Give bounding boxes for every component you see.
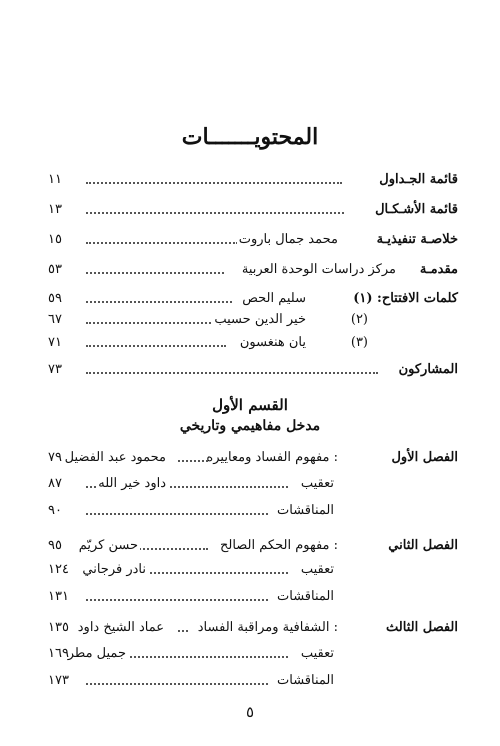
dot-leader — [178, 460, 208, 462]
chapter-page: ٧٩ — [48, 450, 62, 465]
comment-entry[interactable] — [48, 476, 458, 498]
toc-entry[interactable] — [48, 312, 458, 334]
comment-entry[interactable] — [48, 646, 458, 668]
toc-label: (٣) — [350, 335, 368, 350]
toc-label: المشاركون — [398, 362, 458, 377]
discussion-label: المناقشات — [277, 673, 334, 688]
dot-leader — [86, 182, 342, 184]
chapter-name: الفصل الأول — [391, 450, 458, 465]
toc-author: مركز دراسات الوحدة العربية — [241, 262, 396, 277]
dot-leader — [86, 683, 268, 685]
page-title: المحتويـــــــات — [181, 124, 319, 150]
comment-label: تعقيب — [300, 476, 334, 491]
toc-author: سليم الحص — [242, 291, 306, 306]
toc-author: يان هنغسون — [239, 335, 306, 350]
toc-entry[interactable] — [48, 202, 458, 224]
toc-author: محمد جمال باروت — [238, 232, 338, 247]
comment-page: ٨٧ — [48, 476, 62, 491]
toc-label: خلاصـة تنفيذيـة — [376, 232, 458, 247]
comment-label: تعقيب — [300, 646, 334, 661]
discussion-page: ٩٠ — [48, 503, 62, 518]
chapter-name: الفصل الثالث — [386, 620, 458, 635]
dot-leader — [86, 599, 268, 601]
part-subtitle: مدخل مفاهيمي وتاريخي — [179, 418, 321, 434]
chapter-topic: : مفهوم الفساد ومعاييره — [206, 450, 338, 465]
page-number: ٥ — [245, 703, 255, 721]
chapter-entry[interactable] — [48, 450, 458, 472]
comment-author: جميل مطر — [67, 646, 126, 661]
chapter-author: محمود عبد الفضيل — [64, 450, 166, 465]
chapter-entry[interactable] — [48, 620, 458, 642]
discussion-entry[interactable] — [48, 503, 458, 525]
comment-author: داود خير الله — [98, 476, 166, 491]
chapter-author: حسن كريّم — [78, 538, 138, 553]
comment-page: ١٦٩ — [48, 646, 69, 661]
toc-page: ٥٩ — [48, 291, 62, 306]
discussion-page: ١٣١ — [48, 589, 69, 604]
dot-leader — [86, 372, 378, 374]
toc-page: ١١ — [48, 172, 62, 187]
discussion-label: المناقشات — [277, 503, 334, 518]
toc-entry[interactable] — [48, 172, 458, 194]
discussion-label: المناقشات — [277, 589, 334, 604]
discussion-entry[interactable] — [48, 589, 458, 611]
chapter-page: ١٣٥ — [48, 620, 69, 635]
toc-entry[interactable] — [48, 291, 458, 313]
discussion-entry[interactable] — [48, 673, 458, 695]
comment-author: نادر فرجاني — [82, 562, 146, 577]
toc-label: قائمة الجـداول — [379, 172, 458, 187]
chapter-page: ٩٥ — [48, 538, 62, 553]
dot-leader — [86, 513, 268, 515]
toc-page: ٦٧ — [48, 312, 62, 327]
comment-page: ١٢٤ — [48, 562, 69, 577]
dot-leader — [86, 272, 224, 274]
part-title: القسم الأول — [212, 396, 288, 414]
dot-leader — [86, 301, 232, 303]
toc-page: ٥٣ — [48, 262, 62, 277]
toc-entry[interactable] — [48, 335, 458, 357]
toc-label: مقدمـة — [419, 262, 458, 277]
toc-page: ٧٣ — [48, 362, 62, 377]
toc-page: ١٣ — [48, 202, 62, 217]
comment-entry[interactable] — [48, 562, 458, 584]
chapter-topic: : مفهوم الحكم الصالح — [219, 538, 338, 553]
dot-leader — [128, 548, 208, 550]
toc-entry[interactable] — [48, 262, 458, 284]
chapter-author: عماد الشيخ داود — [77, 620, 164, 635]
dot-leader — [86, 322, 226, 324]
dot-leader — [86, 212, 344, 214]
toc-page: ١٥ — [48, 232, 62, 247]
comment-label: تعقيب — [300, 562, 334, 577]
toc-entry[interactable] — [48, 362, 458, 384]
dot-leader — [86, 345, 226, 347]
dot-leader — [178, 630, 188, 632]
toc-label: قائمة الأشـكـال — [375, 202, 458, 217]
discussion-page: ١٧٣ — [48, 673, 69, 688]
chapter-topic: : الشفافية ومراقبة الفساد — [197, 620, 338, 635]
chapter-entry[interactable] — [48, 538, 458, 560]
chapter-name: الفصل الثاني — [388, 538, 458, 553]
toc-entry[interactable] — [48, 232, 458, 254]
dot-leader — [86, 242, 238, 244]
toc-label: (٢) — [350, 312, 368, 327]
toc-page: ٧١ — [48, 335, 62, 350]
toc-label: كلمات الافتتاح: (١) — [353, 291, 458, 306]
toc-author: خير الدين حسيب — [214, 312, 306, 327]
